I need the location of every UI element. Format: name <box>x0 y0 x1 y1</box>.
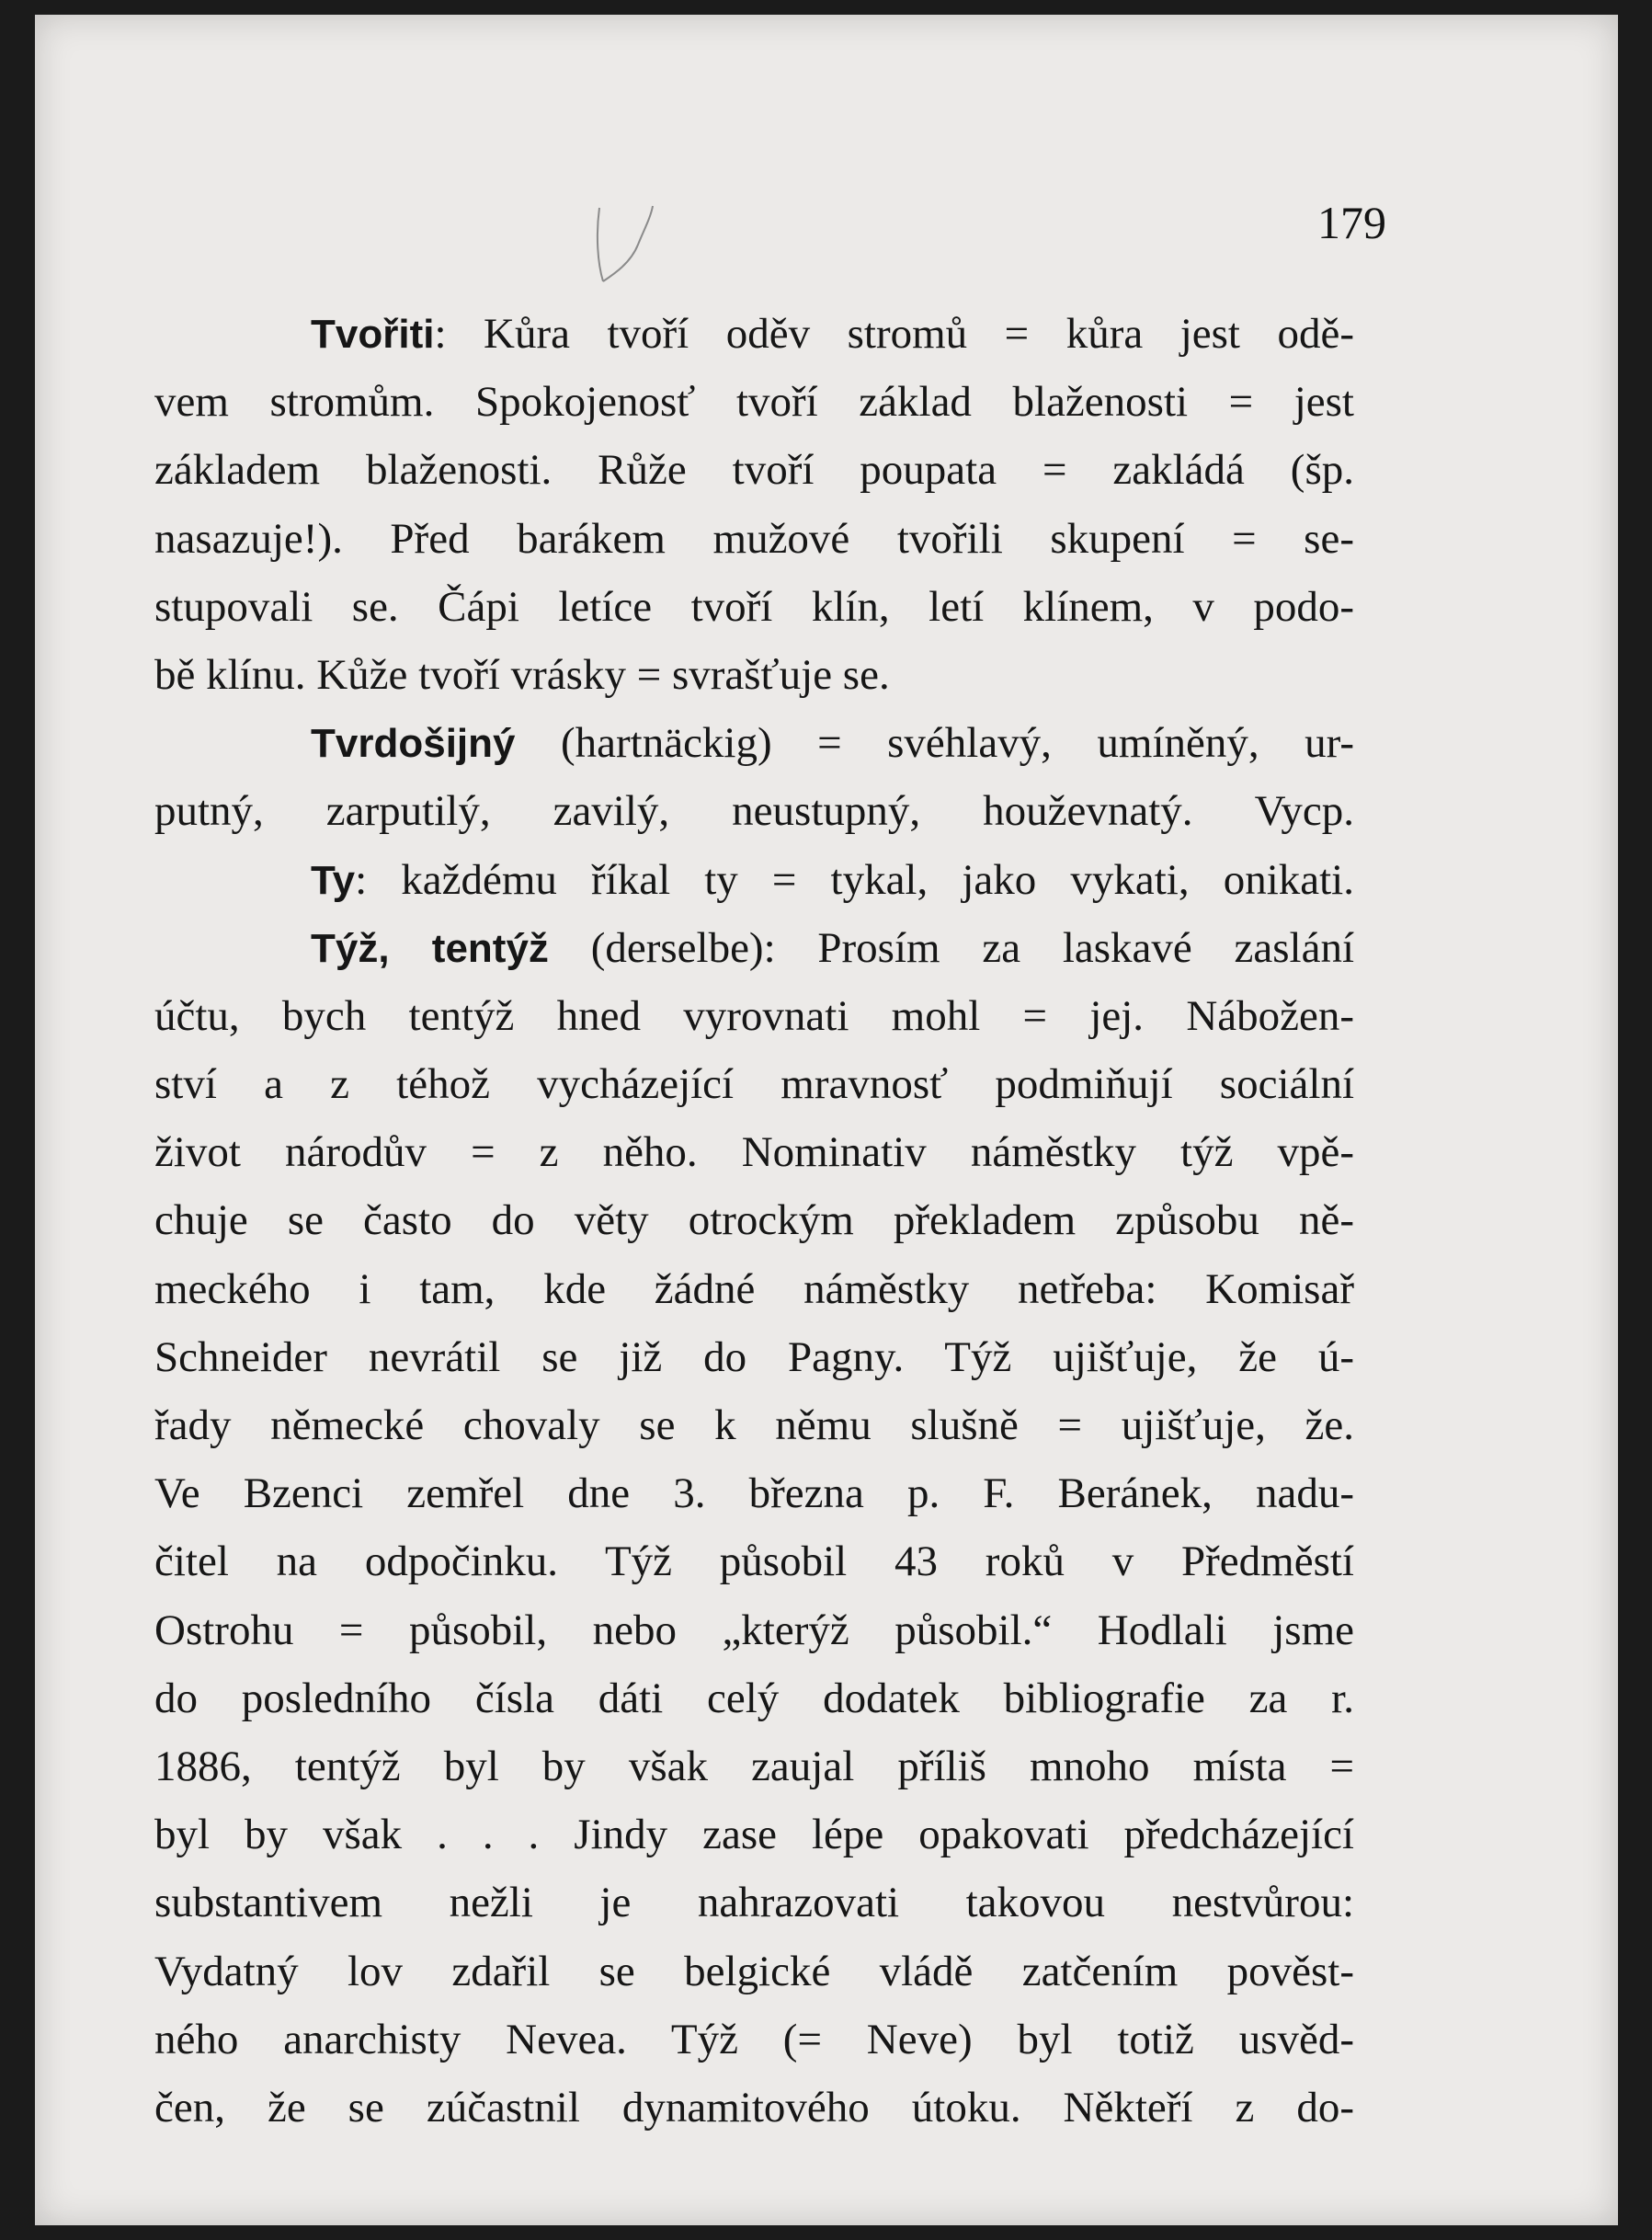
pencil-mark-icon <box>587 189 669 291</box>
text-line: 1886, tentýž byl by však zaujal příliš mnoho místa = <box>154 1742 1354 1790</box>
book-page <box>35 15 1618 2225</box>
headword: Tvořiti <box>311 312 435 357</box>
text-line: řady německé chovaly se k němu slušně = ujišťuje, že. <box>154 1401 1354 1449</box>
line-text: : každému říkal ty = tykal, jako vykati, onikati. <box>355 855 1354 904</box>
headword: Týž, tentýž <box>311 925 549 971</box>
entry-ty <box>154 846 1354 914</box>
text-line: čen, že se zúčastnil dynamitového útoku. Někteří z do- <box>154 2083 1354 2131</box>
text-line: účtu, bych tentýž hned vyrovnati mohl = jej. Nábožen- <box>154 991 1354 1040</box>
text-line: život národův = z něho. Nominativ náměstky týž vpě- <box>154 1128 1354 1177</box>
text-line: meckého i tam, kde žádné náměstky netřeba: Komisař <box>154 1264 1354 1313</box>
text-line: chuje se často do věty otrockým překladem způsobu ně- <box>154 1196 1354 1245</box>
text-line: Vydatný lov zdařil se belgické vládě zatčením pověst- <box>154 1947 1354 1995</box>
text-line: stupovali se. Čápi letíce tvoří klín, letí klínem, v podo- <box>154 582 1354 631</box>
headword: Ty <box>311 857 356 903</box>
text-line: do posledního čísla dáti celý dodatek bibliografie za r. <box>154 1674 1354 1722</box>
text-line: byl by však . . . Jindy zase lépe opakovati předcházející <box>154 1811 1354 1859</box>
line-text: (derselbe): Prosím za laskavé zaslání <box>548 923 1354 972</box>
text-line <box>154 709 1354 777</box>
line-text: : Kůra tvoří oděv stromů = kůra jest odě- <box>434 310 1354 358</box>
text-line: základem blaženosti. Růže tvoří poupata = zakládá (šp. <box>154 446 1354 495</box>
text-line: ství a z téhož vycházející mravnosť podmiňují sociální <box>154 1060 1354 1109</box>
text-line <box>154 300 1354 368</box>
text-line: ného anarchisty Nevea. Týž (= Neve) byl totiž usvěd- <box>154 2015 1354 2063</box>
text-line <box>154 914 1354 982</box>
text-line: Ve Bzenci zemřel dne 3. března p. F. Beránek, nadu- <box>154 1469 1354 1518</box>
text-line: Ostrohu = působil, nebo „kterýž působil.“ Hodlali jsme <box>154 1606 1354 1654</box>
text-line <box>154 846 1354 914</box>
entry-tvrdosijny <box>154 709 1354 845</box>
text-line: čitel na odpočinku. Týž působil 43 roků v Předměstí <box>154 1537 1354 1586</box>
page-number: 179 <box>1317 197 1386 248</box>
body-text <box>154 300 1354 2142</box>
entry-tyz-tentyz <box>154 914 1354 2142</box>
entry-tvoriti <box>154 300 1354 709</box>
text-line: bě klínu. Kůže tvoří vrásky = svrašťuje se. <box>154 650 890 699</box>
text-line: Schneider nevrátil se již do Pagny. Týž ujišťuje, že ú- <box>154 1332 1354 1381</box>
line-text: (hartnäckig) = svéhlavý, umíněný, ur- <box>515 719 1354 768</box>
headword: Tvrdošijný <box>311 721 516 767</box>
text-line: nasazuje!). Před barákem mužové tvořili skupení = se- <box>154 514 1354 563</box>
text-line: vem stromům. Spokojenosť tvoří základ blaženosti = jest <box>154 378 1354 427</box>
text-line: substantivem nežli je nahrazovati takovou nestvůrou: <box>154 1879 1354 1927</box>
text-line: putný, zarputilý, zavilý, neustupný, houževnatý. Vycp. <box>154 787 1354 836</box>
